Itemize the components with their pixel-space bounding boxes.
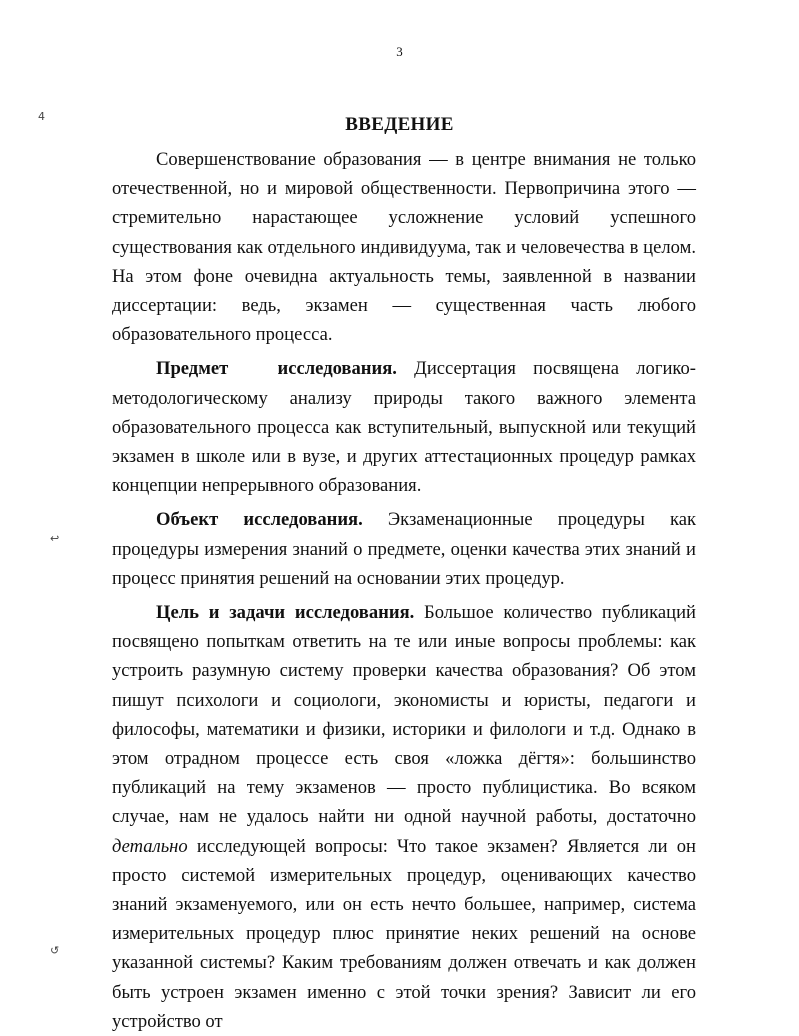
paragraph-goals-text-before: Большое количество публикаций посвящено попыткам ответить на те или иные вопросы проблемы: как устроить разумную систему проверки качества образования? Об этом пишут психологи и социологи, экономисты и юристы, педагоги и философы, математики и физики, историки и филологи и т.д. Однако в этом отрадном процессе есть своя «ложка дёгтя»: большинство публикаций на тему экзаменов — просто публицистика. Во всяком случае, нам не удалось найти ни одной научной работы, достаточно [112, 602, 696, 828]
margin-mark-top: 4 [38, 110, 45, 123]
page-number: 3 [396, 44, 403, 59]
margin-mark-bottom: ↺ [50, 944, 60, 957]
paragraph-subject [112, 354, 696, 500]
paragraph-goals-text-after: исследующей вопросы: Что такое экзамен? Является ли он просто системой измерительных процедур, оценивающих качество знаний экзаменуемого, или он есть нечто большее, например, система измерительных процедур плюс принятие неких решений на основе указанной системы? Каким требованиям должен отвечать и как должен быть устроен экзамен именно с этой точки зрения? Зависит ли его устройство от [112, 835, 696, 1032]
section-heading: ВВЕДЕНИЕ [345, 114, 454, 135]
paragraph-subject-lead: Предмет исследования. [156, 358, 397, 380]
paragraph-object [112, 505, 696, 593]
margin-mark-middle: ↩ [50, 532, 60, 545]
paragraph-goals-emphasis: детально [112, 835, 188, 857]
paragraph-subject-text: Диссертация посвящена логико-методологическому анализу природы такого важного элемента образовательного процесса как вступительный, выпускной или текущий экзамен в школе или в вузе, и других аттестационных процедур рамках концепции непрерывного образования. [112, 358, 696, 497]
paragraph-goals [112, 598, 696, 1036]
paragraph-object-text: Экзаменационные процедуры как процедуры измерения знаний о предмете, оценки качества этих знаний и процесс принятия решений на основании этих процедур. [112, 509, 696, 589]
paragraph-goals-lead: Цель и задачи исследования. [156, 602, 415, 624]
body-text [112, 145, 696, 1036]
paragraph-intro-text: Совершенствование образования — в центре внимания не только отечественной, но и мировой общественности. Первопричина этого — стремительно нарастающее усложнение условий успешного существования как отдельного индивидуума, так и человечества в целом. На этом фоне очевидна актуальность темы, заявленной в названии диссертации: ведь, экзамен — существенная часть любого образовательного процесса. [112, 149, 696, 346]
paragraph-intro [112, 145, 696, 349]
paragraph-object-lead: Объект исследования. [156, 509, 363, 531]
